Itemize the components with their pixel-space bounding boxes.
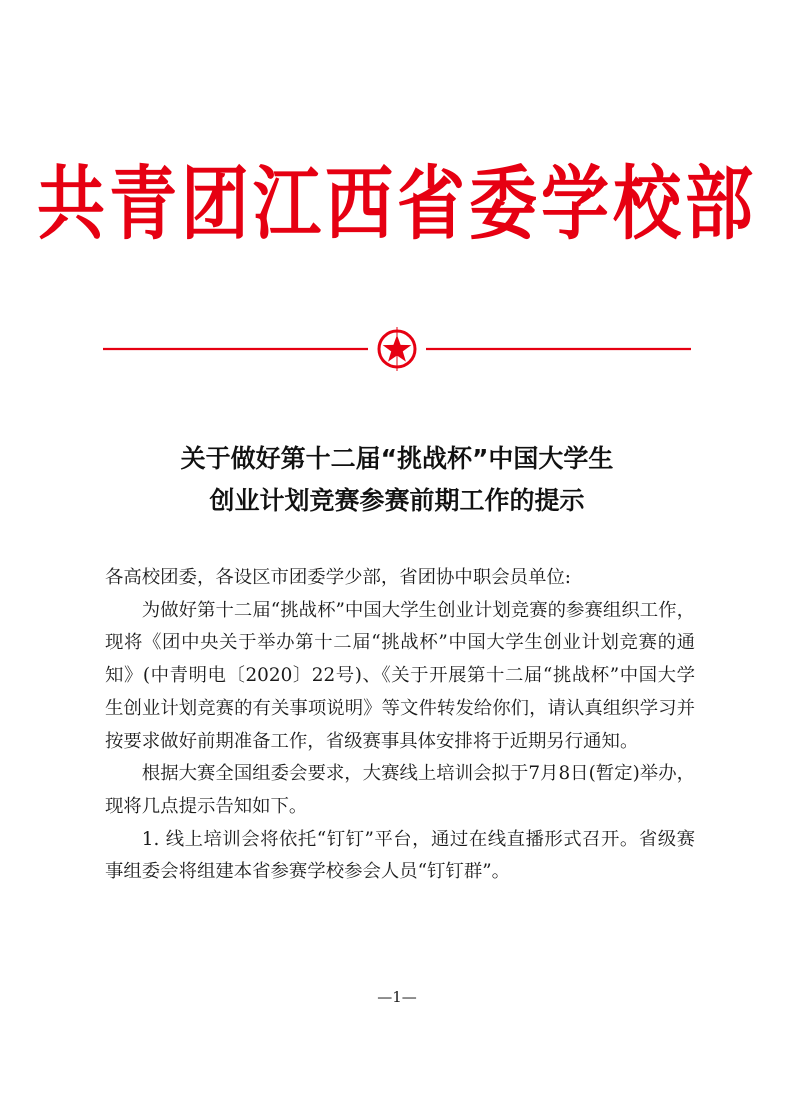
document-title-line-1: 关于做好第十二届“挑战杯”中国大学生 xyxy=(180,444,614,473)
document-title-line-2: 创业计划竞赛参赛前期工作的提示 xyxy=(209,486,585,515)
document-body xyxy=(105,562,695,889)
page-number: —1— xyxy=(377,988,417,1006)
red-divider xyxy=(103,327,691,371)
star-emblem-icon xyxy=(379,327,415,371)
document-title xyxy=(0,438,794,522)
masthead-title: 共青团江西省委学校部 xyxy=(36,157,757,252)
paragraph-1: 为做好第十二届“挑战杯”中国大学生创业计划竞赛的参赛组织工作，现将《团中央关于举办第十二届“挑战杯”中国大学生创业计划竞赛的通知》(中青明电〔2020〕22号)、《关于开展第十二届“挑战杯”中国大学生创业计划竞赛的有关事项说明》等文件转发给你们，请认真组织学习并按要求做好前期准备工作，省级赛事具体安排将于近期另行通知。 xyxy=(105,599,695,752)
paragraph-2: 根据大赛全国组委会要求，大赛线上培训会拟于7月8日(暂定)举办，现将几点提示告知如下。 xyxy=(105,763,695,817)
addressee: 各高校团委，各设区市团委学少部，省团协中职会员单位: xyxy=(105,567,571,588)
paragraph-3: 1. 线上培训会将依托“钉钉”平台，通过在线直播形式召开。省级赛事组委会将组建本省参赛学校参会人员“钉钉群”。 xyxy=(105,828,695,883)
